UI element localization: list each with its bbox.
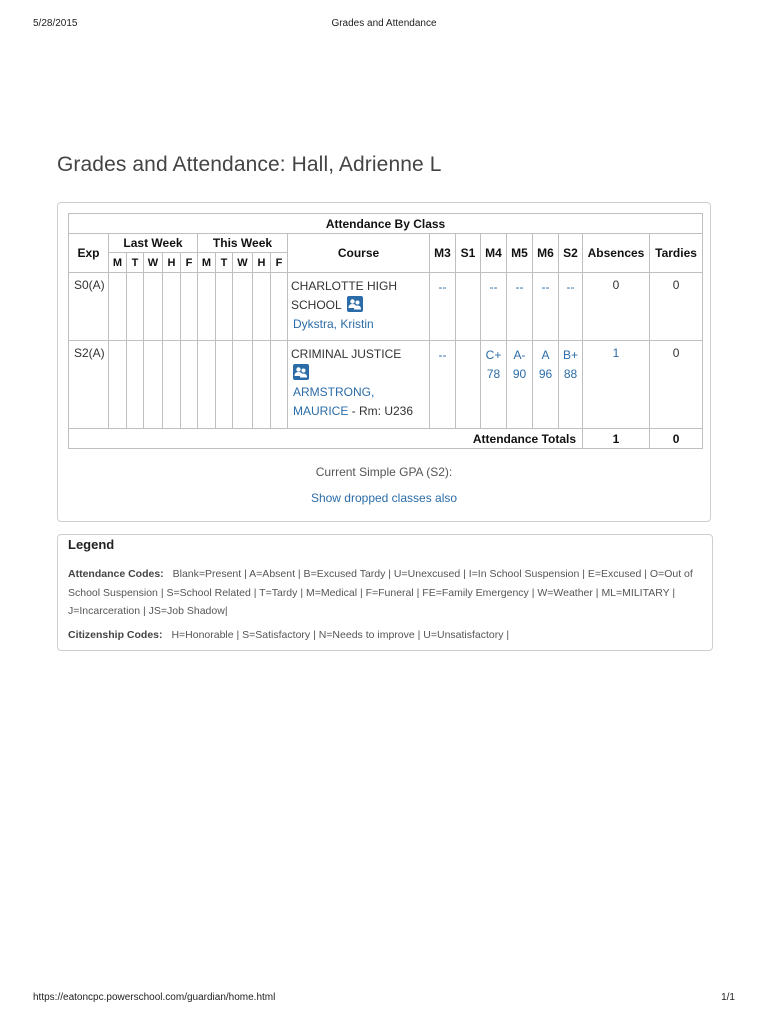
grade-m6[interactable]: A 96 bbox=[533, 341, 559, 429]
legend-panel bbox=[57, 534, 713, 651]
col-absences: Absences bbox=[583, 234, 650, 273]
teacher-link[interactable]: ARMSTRONG, MAURICE bbox=[293, 385, 375, 418]
col-exp: Exp bbox=[69, 234, 109, 273]
teacher-link[interactable]: Dykstra, Kristin bbox=[293, 317, 374, 331]
grade-m6[interactable]: -- bbox=[533, 273, 559, 341]
print-date: 5/28/2015 bbox=[33, 18, 78, 29]
room-text: - Rm: U236 bbox=[348, 404, 414, 418]
totals-row bbox=[69, 429, 703, 449]
col-course: Course bbox=[288, 234, 430, 273]
grade-s1 bbox=[456, 273, 481, 341]
col-s1: S1 bbox=[456, 234, 481, 273]
gpa-label: Current Simple GPA (S2): bbox=[315, 465, 453, 479]
print-page-number: 1/1 bbox=[721, 992, 735, 1003]
attendance-table bbox=[68, 213, 703, 449]
col-m5: M5 bbox=[507, 234, 533, 273]
day-h: H bbox=[253, 253, 271, 273]
citizenship-codes bbox=[68, 626, 702, 645]
grade-s1 bbox=[456, 341, 481, 429]
day-w: W bbox=[144, 253, 163, 273]
citizenship-codes-label: Citizenship Codes: bbox=[68, 629, 163, 641]
print-url: https://eatoncpc.powerschool.com/guardian/home.html bbox=[33, 992, 276, 1003]
day-f: F bbox=[271, 253, 288, 273]
grade-m5[interactable]: A- 90 bbox=[507, 341, 533, 429]
group-icon[interactable] bbox=[293, 364, 309, 380]
print-title: Grades and Attendance bbox=[331, 18, 437, 29]
col-m3: M3 bbox=[430, 234, 456, 273]
absences-value: 0 bbox=[583, 273, 650, 341]
page-title: Grades and Attendance: Hall, Adrienne L bbox=[57, 153, 442, 176]
total-tardies: 0 bbox=[650, 429, 703, 449]
totals-label: Attendance Totals bbox=[69, 429, 583, 449]
absences-value[interactable]: 1 bbox=[583, 341, 650, 429]
day-m: M bbox=[198, 253, 216, 273]
show-dropped-link[interactable]: Show dropped classes also bbox=[310, 491, 458, 505]
print-header bbox=[33, 18, 735, 32]
course-cell bbox=[288, 341, 430, 429]
citizenship-codes-text: H=Honorable | S=Satisfactory | N=Needs to improve | U=Unsatisfactory | bbox=[171, 629, 510, 641]
grade-s2[interactable]: B+ 88 bbox=[559, 341, 583, 429]
table-caption: Attendance By Class bbox=[69, 214, 703, 234]
grade-s2[interactable]: -- bbox=[559, 273, 583, 341]
total-absences[interactable]: 1 bbox=[583, 429, 650, 449]
attendance-codes-label: Attendance Codes: bbox=[68, 568, 164, 580]
attendance-panel bbox=[57, 202, 711, 522]
col-last-week: Last Week bbox=[109, 234, 198, 253]
print-footer bbox=[33, 992, 735, 1006]
grade-m3[interactable]: -- bbox=[430, 273, 456, 341]
attendance-codes-text: Blank=Present | A=Absent | B=Excused Tardy | U=Unexcused | I=In School Suspension | E=Excused | O=Out of School Suspension | S=School Related | T=Tardy | M=Medical | F=Funeral | FE=Family Emergency | W=Weather | ML=MILITARY | J=Incarceration | JS=Job Shadow| bbox=[68, 568, 693, 617]
course-name: CRIMINAL JUSTICE bbox=[291, 347, 402, 361]
day-f: F bbox=[181, 253, 198, 273]
tardies-value: 0 bbox=[650, 341, 703, 429]
exp-cell: S0(A) bbox=[69, 273, 109, 341]
legend-title: Legend bbox=[68, 537, 115, 552]
col-tardies: Tardies bbox=[650, 234, 703, 273]
grade-m5[interactable]: -- bbox=[507, 273, 533, 341]
col-m4: M4 bbox=[481, 234, 507, 273]
course-name: CHARLOTTE HIGH SCHOOL bbox=[291, 279, 398, 312]
col-s2: S2 bbox=[559, 234, 583, 273]
grade-m4[interactable]: -- bbox=[481, 273, 507, 341]
table-row bbox=[69, 341, 703, 429]
group-icon[interactable] bbox=[347, 296, 363, 312]
day-t: T bbox=[216, 253, 233, 273]
col-m6: M6 bbox=[533, 234, 559, 273]
tardies-value: 0 bbox=[650, 273, 703, 341]
day-w: W bbox=[233, 253, 253, 273]
attendance-codes bbox=[68, 565, 702, 621]
course-cell bbox=[288, 273, 430, 341]
exp-cell: S2(A) bbox=[69, 341, 109, 429]
grade-m4[interactable]: C+ 78 bbox=[481, 341, 507, 429]
col-this-week: This Week bbox=[198, 234, 288, 253]
day-m: M bbox=[109, 253, 127, 273]
day-h: H bbox=[163, 253, 181, 273]
day-t: T bbox=[127, 253, 144, 273]
table-row bbox=[69, 273, 703, 341]
grade-m3[interactable]: -- bbox=[430, 341, 456, 429]
